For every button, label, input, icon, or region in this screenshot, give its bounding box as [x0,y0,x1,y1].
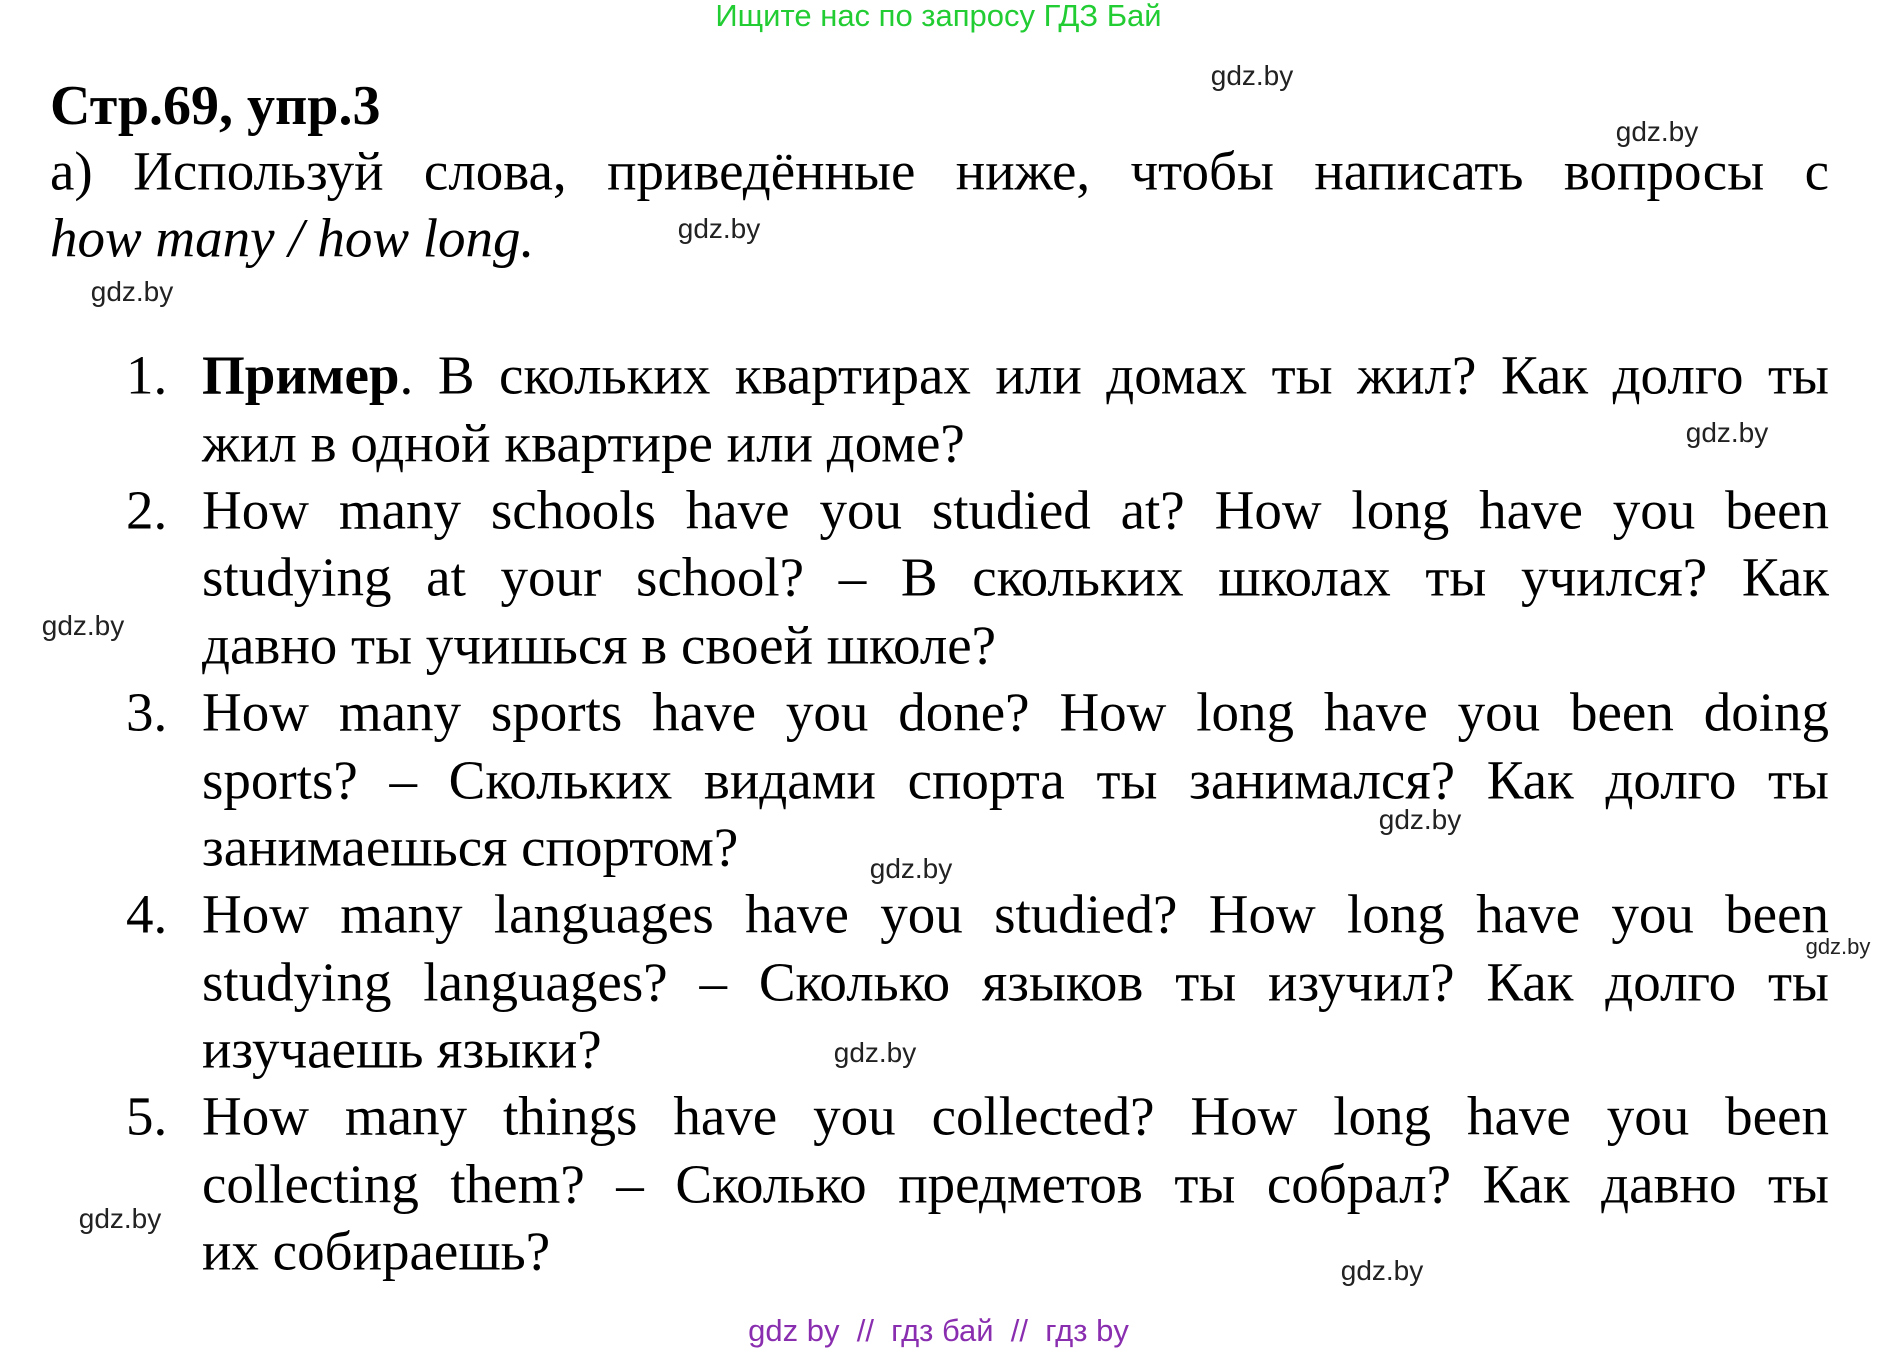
watermark: gdz.by [677,213,761,244]
list-item-line: How many languages have you studied? How long have you been [202,883,1829,945]
item-number: 4. [126,883,168,945]
list-item-line: жил в одной квартире или доме? [202,412,965,474]
list-item-line: изучаешь языки? [202,1018,602,1080]
item-number: 3. [126,681,168,743]
list-item-line: How many sports have you done? How long have you been doing [202,681,1829,743]
list-item-line: collecting them? – Сколько предметов ты собрал? Как давно ты [202,1153,1829,1215]
page-title: Стр.69, упр.3 [50,75,381,137]
watermark: gdz.by [869,853,953,884]
item-number: 1. [126,344,168,406]
list-item-line: sports? – Скольких видами спорта ты занимался? Как долго ты [202,749,1829,811]
watermark: gdz.by [41,610,125,641]
item-number: 2. [126,479,168,541]
list-item-line: давно ты учишься в своей школе? [202,614,997,676]
watermark: gdz.by [1210,60,1294,91]
watermark: gdz.by [1805,934,1871,959]
item-text: . В скольких квартирах или домах ты жил? Как долго ты [399,344,1829,406]
item-number: 5. [126,1085,168,1147]
task-text-line-2: how many / how long. [50,207,535,269]
watermark: gdz.by [78,1203,162,1234]
list-item-line: studying languages? – Сколько языков ты изучил? Как долго ты [202,951,1829,1013]
watermark: gdz.by [833,1037,917,1068]
watermark: gdz.by [1378,804,1462,835]
example-label: Пример [202,344,400,406]
watermark: gdz.by [90,276,174,307]
watermark: gdz.by [1615,116,1699,147]
list-item-line [202,344,1829,406]
task-text-line-1: а) Используй слова, приведённые ниже, чтобы написать вопросы с [50,140,1829,202]
list-item-line: studying at your school? – В скольких школах ты учился? Как [202,546,1829,608]
footer-links: gdz by // гдз бай // гдз by [748,1313,1129,1348]
search-hint-banner: Ищите нас по запросу ГДЗ Бай [715,0,1162,33]
list-item-line: занимаешься спортом? [202,816,739,878]
watermark: gdz.by [1685,417,1769,448]
list-item-line: их собираешь? [202,1220,551,1282]
list-item-line: How many things have you collected? How long have you been [202,1085,1829,1147]
watermark: gdz.by [1340,1255,1424,1286]
list-item-line: How many schools have you studied at? How long have you been [202,479,1829,541]
